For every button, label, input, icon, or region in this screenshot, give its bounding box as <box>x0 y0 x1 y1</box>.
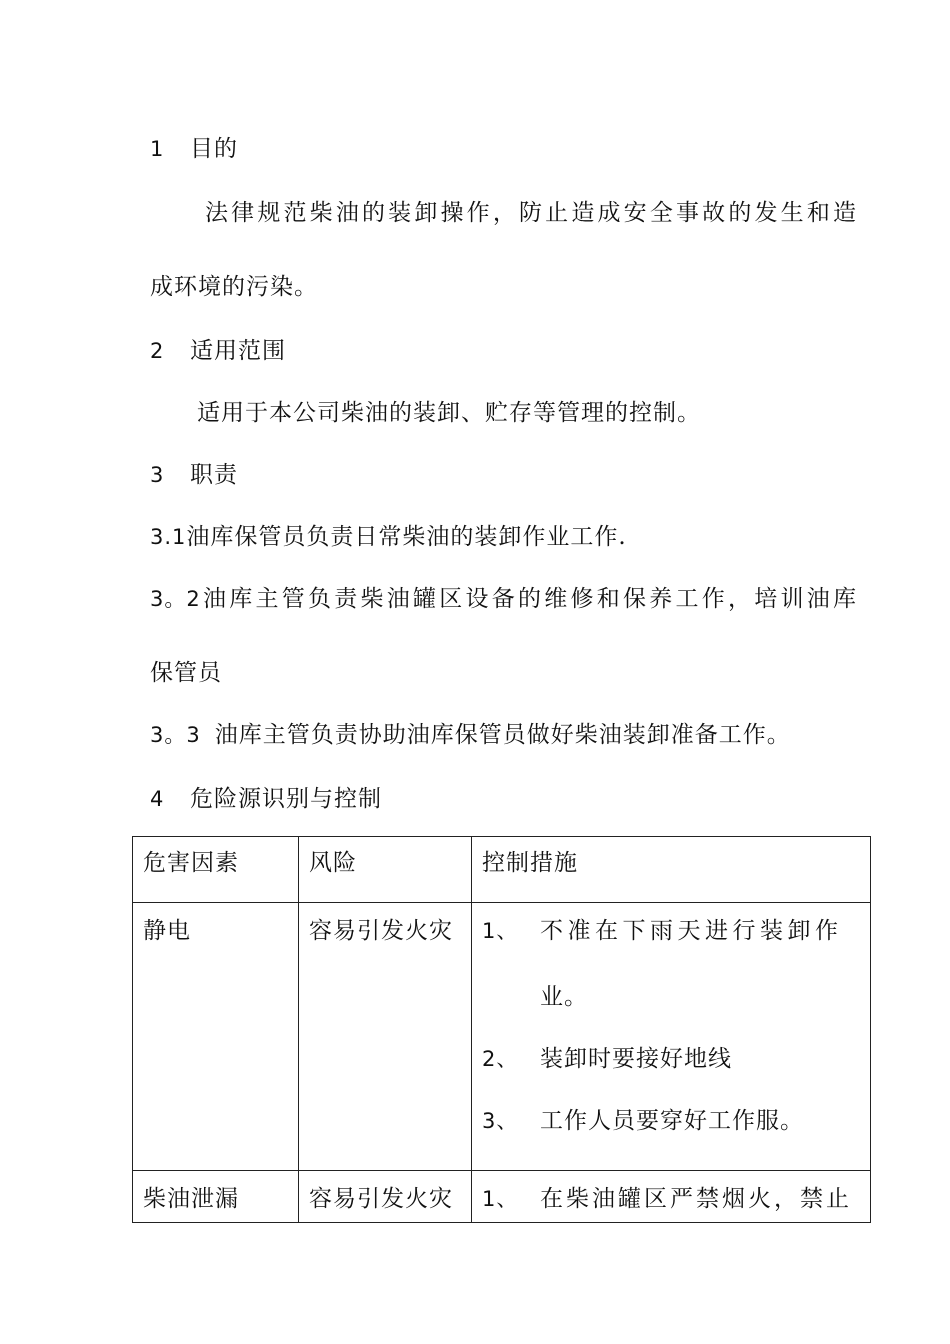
section-number: 2 <box>150 339 165 363</box>
measures-cell <box>472 903 871 1171</box>
item-number: 3。2 <box>150 587 201 611</box>
item-text: 油库主管负责柴油罐区设备的维修和保养工作，培训油库 <box>200 586 857 612</box>
measure-item: 1、 在柴油罐区严禁烟火，禁止 <box>482 1186 852 1212</box>
risk-cell: 容易引发火灾 <box>299 1171 472 1223</box>
table-header-row <box>133 837 871 903</box>
measure-item: 3、 工作人员要穿好工作服。 <box>482 1108 804 1134</box>
section-title: 目的 <box>190 136 238 162</box>
item-text: 油库主管负责协助油库保管员做好柴油装卸准备工作。 <box>214 722 791 748</box>
section-title: 适用范围 <box>190 338 286 364</box>
paragraph-line: 成环境的污染。 <box>150 274 318 300</box>
measure-item-continuation: 业。 <box>540 984 588 1010</box>
header-cell: 风险 <box>299 837 472 903</box>
table-row <box>133 903 871 1171</box>
table-row <box>133 1171 871 1223</box>
section-title: 职责 <box>190 462 238 488</box>
header-cell: 危害因素 <box>133 837 299 903</box>
section-number: 4 <box>150 787 165 811</box>
risk-cell: 容易引发火灾 <box>299 903 472 1171</box>
hazard-table <box>132 836 871 1223</box>
item-number: 3。3 <box>150 723 201 747</box>
measures-cell <box>472 1171 871 1223</box>
section-2-heading <box>150 336 286 366</box>
paragraph-line: 保管员 <box>150 660 222 686</box>
section-4-heading <box>150 784 382 814</box>
header-cell: 控制措施 <box>472 837 871 903</box>
section-3-heading <box>150 460 238 490</box>
paragraph-line: 适用于本公司柴油的装卸、贮存等管理的控制。 <box>197 400 701 426</box>
duty-item-3-2 <box>150 584 857 614</box>
item-number: 3.1 <box>150 525 187 549</box>
measure-item: 1、 不准在下雨天进行装卸作 <box>482 918 843 944</box>
item-text: 油库保管员负责日常柴油的装卸作业工作. <box>186 524 627 550</box>
section-1-heading <box>150 134 238 164</box>
measure-item: 2、 装卸时要接好地线 <box>482 1046 732 1072</box>
section-number: 1 <box>150 137 165 161</box>
section-number: 3 <box>150 463 165 487</box>
section-title: 危险源识别与控制 <box>190 786 382 812</box>
duty-item-3-1 <box>150 522 627 552</box>
factor-cell: 柴油泄漏 <box>133 1171 299 1223</box>
factor-cell: 静电 <box>133 903 299 1171</box>
duty-item-3-3 <box>150 720 791 750</box>
paragraph-line: 法律规范柴油的装卸操作，防止造成安全事故的发生和造 <box>205 200 857 226</box>
